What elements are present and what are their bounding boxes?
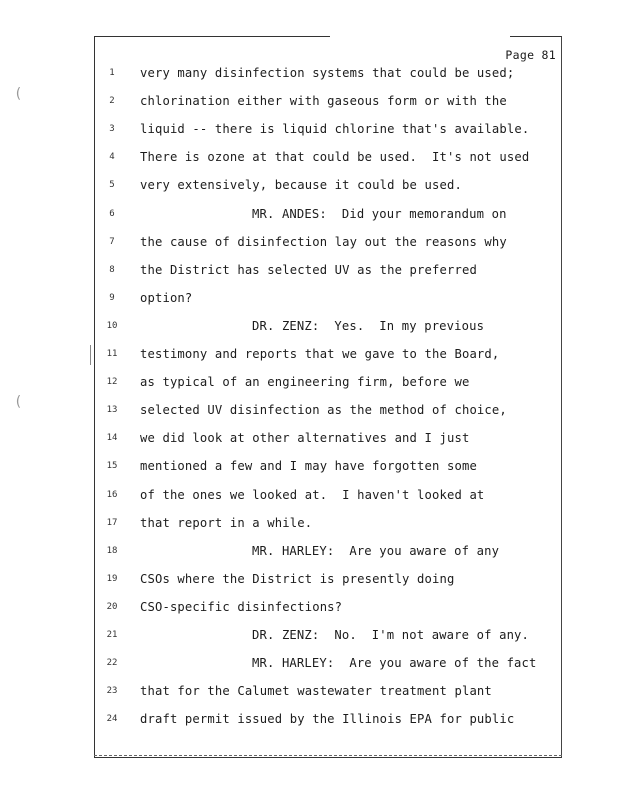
transcript-line [0,233,618,253]
line-text: of the ones we looked at. I haven't looked at [140,487,485,502]
line-text: very many disinfection systems that could be used; [140,66,515,80]
line-number: 6 [109,208,115,219]
transcript-line [0,486,618,506]
transcript-line [0,598,618,618]
line-number: 11 [106,349,118,359]
line-text: draft permit issued by the Illinois EPA for public [140,712,515,727]
line-text: MR. HARLEY: Are you aware of any [252,543,500,558]
transcript-line [0,345,618,365]
scan-mark-top: ( [14,86,23,102]
transcript-line [0,401,618,421]
transcript-line [0,205,618,225]
transcript-line [0,682,618,702]
line-number: 17 [106,517,118,528]
line-text: DR. ZENZ: Yes. In my previous [252,318,485,333]
page-number: Page 81 [505,48,556,62]
line-number: 9 [109,292,115,303]
line-number: 19 [106,573,118,584]
line-text: CSO-specific disinfections? [140,599,343,614]
line-number: 21 [106,630,118,640]
line-number: 18 [106,545,118,556]
transcript-line [0,64,618,84]
line-text: CSOs where the District is presently doing [140,571,455,586]
line-text: There is ozone at that could be used. It's not used [140,150,530,165]
transcript-line [0,148,618,168]
transcript-line [0,542,618,562]
line-text: testimony and reports that we gave to the Board, [140,347,500,361]
line-number: 10 [106,320,118,331]
transcript-line [0,92,618,112]
line-number: 20 [106,601,118,612]
line-text: selected UV disinfection as the method of choice, [140,403,507,418]
line-text: the District has selected UV as the preferred [140,262,477,277]
line-number: 12 [106,377,118,388]
transcript-line [0,710,618,730]
transcript-line [0,317,618,337]
line-text: we did look at other alternatives and I just [140,431,470,446]
line-text: DR. ZENZ: No. I'm not aware of any. [252,628,530,642]
bottom-rule [94,755,562,756]
line-number: 3 [109,124,115,135]
line-text: very extensively, because it could be used. [140,178,462,193]
line-number: 15 [106,461,118,472]
line-number: 13 [106,405,118,416]
line-number: 4 [109,152,115,163]
line-text: MR. ANDES: Did your memorandum on [252,206,507,221]
transcript-line [0,514,618,534]
line-number: 24 [106,714,118,725]
line-number: 16 [106,489,118,500]
transcript-line [0,457,618,477]
transcript-page-frame [94,36,562,758]
transcript-line [0,120,618,140]
transcript-line [0,176,618,196]
transcript-line [0,261,618,281]
line-text: liquid -- there is liquid chlorine that's available. [140,122,530,137]
line-text: that report in a while. [140,515,313,530]
transcript-line [0,570,618,590]
transcript-line [0,289,618,309]
line-text: MR. HARLEY: Are you aware of the fact [252,656,537,671]
line-number: 7 [109,236,115,247]
frame-top-gap [330,33,510,38]
line-number: 5 [109,180,115,191]
line-number: 23 [106,686,118,697]
transcript-line [0,626,618,646]
line-text: that for the Calumet wastewater treatment plant [140,684,492,699]
scan-mark-middle: ( [14,394,23,410]
line-text: as typical of an engineering firm, before we [140,375,470,390]
line-number: 22 [106,658,118,669]
line-text: option? [140,290,193,305]
line-number: 8 [109,264,115,275]
line-text: chlorination either with gaseous form or with the [140,94,507,109]
transcript-line [0,429,618,449]
line-text: mentioned a few and I may have forgotten some [140,459,477,474]
transcript-line [0,373,618,393]
line-number: 2 [109,96,115,107]
line-number: 1 [109,68,115,78]
line-number: 14 [106,433,118,444]
line-text: the cause of disinfection lay out the reasons why [140,234,507,249]
transcript-line [0,654,618,674]
